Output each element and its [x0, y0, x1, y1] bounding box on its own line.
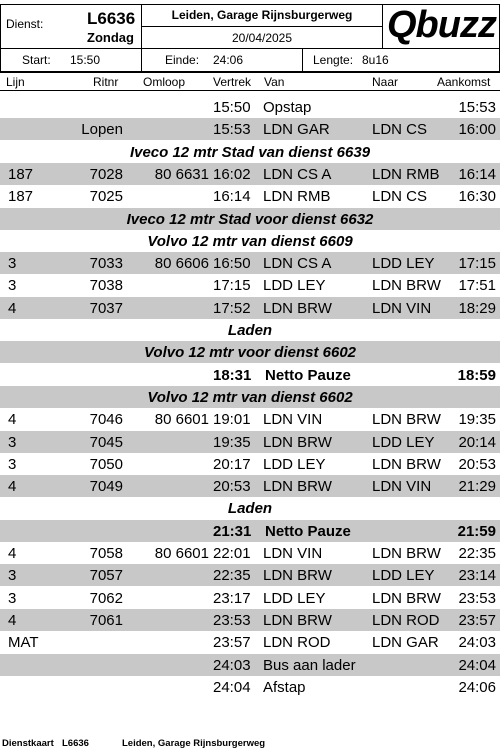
cell-aankomst: 24:03 [458, 634, 496, 652]
cell-aankomst: 19:35 [458, 411, 496, 429]
cell-aankomst: 23:53 [458, 589, 496, 607]
cell-lijn: 187 [8, 188, 34, 206]
cell-vertrek: 19:35 [213, 433, 251, 451]
section-row [0, 497, 500, 519]
column-header-row [0, 72, 500, 91]
table-row [0, 252, 500, 274]
cell-text: Iveco 12 mtr Stad van dienst 6639 [129, 143, 371, 161]
lengte-label: Lengte: [313, 53, 354, 67]
col-van: Van [264, 75, 285, 89]
cell-ritnr: Lopen [81, 121, 123, 139]
cell-van: LDN BRW [263, 433, 332, 451]
dienst-label: Dienst: [6, 17, 44, 31]
col-aankomst: Aankomst [437, 75, 491, 89]
cell-van: LDN ROD [263, 634, 331, 652]
cell-lijn: MAT [8, 634, 39, 652]
table-row [0, 587, 500, 609]
table-row [0, 408, 500, 430]
section-row [0, 141, 500, 163]
einde-value: 24:06 [213, 53, 244, 67]
table-row [0, 654, 500, 676]
cell-aankomst: 15:53 [458, 99, 496, 116]
cell-ritnr: 7057 [89, 567, 123, 585]
col-lijn: Lijn [6, 75, 25, 89]
cell-ritnr: 7028 [89, 165, 123, 183]
cell-lijn: 4 [8, 411, 17, 429]
cell-van: Afstap [263, 678, 306, 696]
footer-location: Leiden, Garage Rijnsburgerweg [122, 738, 266, 749]
cell-ritnr: 7058 [89, 545, 123, 562]
cell-naar: LDD LEY [372, 433, 435, 451]
cell-vertrek: 17:15 [213, 277, 251, 295]
cell-vertrek: 15:50 [213, 99, 251, 116]
table-row [0, 431, 500, 453]
cell-vertrek: 16:50 [213, 255, 251, 273]
cell-vertrek: 18:31 [213, 366, 252, 384]
cell-van: LDN BRW [263, 478, 332, 496]
cell-aankomst: 22:35 [458, 545, 496, 562]
cell-van: LDN GAR [263, 121, 330, 139]
cell-aankomst: 24:04 [458, 656, 496, 674]
cell-ritnr: 7025 [89, 188, 123, 206]
cell-vertrek: 24:03 [213, 656, 251, 674]
cell-text: Volvo 12 mtr voor dienst 6602 [143, 344, 357, 362]
cell-ritnr: 7046 [89, 411, 123, 429]
lengte-value: 8u16 [362, 53, 389, 67]
start-value: 15:50 [70, 53, 101, 67]
cell-aankomst: 20:53 [458, 455, 496, 473]
cell-aankomst: 18:59 [457, 366, 496, 384]
table-row [0, 542, 500, 564]
cell-van: LDD LEY [263, 277, 326, 295]
col-vertrek: Vertrek [213, 75, 252, 89]
section-row [0, 341, 500, 363]
cell-van: LDN CS A [263, 165, 332, 183]
cell-vertrek: 23:53 [213, 611, 251, 629]
cell-naar: LDN BRW [372, 589, 441, 607]
cell-aankomst: 17:15 [458, 255, 496, 273]
cell-ritnr: 7045 [89, 433, 123, 451]
cell-omloop: 80 6606 [154, 255, 209, 273]
cell-van: Netto Pauze [265, 522, 351, 540]
cell-lijn: 3 [8, 277, 17, 295]
cell-naar: LDN BRW [372, 277, 441, 295]
cell-lijn: 4 [8, 545, 17, 562]
cell-text: Laden [227, 500, 273, 518]
cell-aankomst: 17:51 [458, 277, 496, 295]
table-row [0, 631, 500, 653]
cell-text: Volvo 12 mtr van dienst 6602 [147, 388, 353, 406]
cell-aankomst: 16:00 [458, 121, 496, 139]
qbuzz-logo: Qbuzz [387, 4, 496, 46]
cell-van: LDN RMB [263, 188, 331, 206]
cell-aankomst: 24:06 [458, 678, 496, 696]
table-row [0, 609, 500, 631]
cell-vertrek: 23:17 [213, 589, 251, 607]
cell-lijn: 4 [8, 299, 17, 317]
cell-text: Iveco 12 mtr Stad voor dienst 6632 [126, 210, 374, 228]
cell-van: Opstap [263, 99, 312, 116]
cell-vertrek: 22:01 [213, 545, 251, 562]
table-row [0, 96, 500, 118]
cell-ritnr: 7062 [89, 589, 123, 607]
cell-van: LDD LEY [263, 455, 326, 473]
cell-text: Volvo 12 mtr van dienst 6609 [147, 232, 353, 250]
location-label: Leiden, Garage Rijnsburgerweg [171, 8, 353, 22]
cell-van: Bus aan lader [263, 656, 356, 674]
day-label: Zondag [87, 30, 134, 45]
cell-ritnr: 7038 [89, 277, 123, 295]
cell-lijn: 3 [8, 567, 17, 585]
cell-vertrek: 15:53 [213, 121, 251, 139]
cell-aankomst: 16:30 [458, 188, 496, 206]
cell-naar: LDN BRW [372, 411, 441, 429]
cell-vertrek: 20:53 [213, 478, 251, 496]
cell-vertrek: 16:02 [213, 165, 251, 183]
cell-van: LDN BRW [263, 611, 332, 629]
date-label: 20/04/2025 [231, 31, 293, 45]
cell-van: LDN BRW [263, 299, 332, 317]
cell-lijn: 4 [8, 478, 17, 496]
cell-naar: LDD LEY [372, 567, 435, 585]
cell-lijn: 187 [8, 165, 34, 183]
cell-aankomst: 21:59 [457, 522, 496, 540]
table-row [0, 453, 500, 475]
cell-lijn: 3 [8, 455, 17, 473]
table-row [0, 564, 500, 586]
cell-omloop: 80 6601 [154, 411, 209, 429]
start-label: Start: [22, 53, 51, 67]
cell-naar: LDN ROD [372, 611, 440, 629]
cell-aankomst: 23:14 [458, 567, 496, 585]
cell-ritnr: 7049 [89, 478, 123, 496]
cell-vertrek: 24:04 [213, 678, 251, 696]
einde-label: Einde: [165, 53, 200, 67]
cell-ritnr: 7037 [89, 299, 123, 317]
pause-row [0, 520, 500, 542]
cell-vertrek: 20:17 [213, 455, 251, 473]
section-row [0, 230, 500, 252]
col-ritnr: Ritnr [93, 75, 119, 89]
col-omloop: Omloop [143, 75, 186, 89]
cell-aankomst: 21:29 [458, 478, 496, 496]
table-row [0, 118, 500, 140]
cell-omloop: 80 6631 [154, 165, 209, 183]
cell-aankomst: 16:14 [458, 165, 496, 183]
col-naar: Naar [372, 75, 399, 89]
cell-naar: LDN BRW [372, 455, 441, 473]
cell-van: LDN VIN [263, 411, 323, 429]
dienst-number: L6636 [87, 9, 136, 28]
cell-naar: LDN CS [372, 121, 428, 139]
cell-vertrek: 22:35 [213, 567, 251, 585]
cell-ritnr: 7061 [89, 611, 123, 629]
cell-omloop: 80 6601 [154, 545, 209, 562]
cell-text: Laden [227, 322, 273, 339]
cell-naar: LDD LEY [372, 255, 435, 273]
cell-van: LDD LEY [263, 589, 326, 607]
cell-lijn: 3 [8, 433, 17, 451]
cell-aankomst: 23:57 [458, 611, 496, 629]
cell-van: LDN VIN [263, 545, 323, 562]
footer-dienst: L6636 [62, 738, 89, 749]
cell-ritnr: 7033 [89, 255, 123, 273]
section-row [0, 208, 500, 230]
cell-ritnr: 7050 [89, 455, 123, 473]
cell-vertrek: 19:01 [213, 411, 251, 429]
pause-row [0, 364, 500, 386]
cell-van: Netto Pauze [265, 366, 351, 384]
footer-label: Dienstkaart [2, 738, 54, 749]
table-row [0, 297, 500, 319]
section-row [0, 386, 500, 408]
cell-vertrek: 16:14 [213, 188, 251, 206]
table-row [0, 676, 500, 698]
cell-naar: LDN VIN [372, 478, 432, 496]
cell-naar: LDN CS [372, 188, 428, 206]
cell-naar: LDN RMB [372, 165, 440, 183]
cell-van: LDN BRW [263, 567, 332, 585]
cell-aankomst: 18:29 [458, 299, 496, 317]
table-row [0, 475, 500, 497]
cell-van: LDN CS A [263, 255, 332, 273]
cell-lijn: 4 [8, 611, 17, 629]
table-row [0, 274, 500, 296]
cell-naar: LDN GAR [372, 634, 439, 652]
cell-aankomst: 20:14 [458, 433, 496, 451]
cell-lijn: 3 [8, 589, 17, 607]
cell-naar: LDN VIN [372, 299, 432, 317]
section-row [0, 319, 500, 341]
cell-vertrek: 17:52 [213, 299, 251, 317]
cell-naar: LDN BRW [372, 545, 441, 562]
cell-lijn: 3 [8, 255, 17, 273]
cell-vertrek: 23:57 [213, 634, 251, 652]
table-row [0, 163, 500, 185]
cell-vertrek: 21:31 [213, 522, 252, 540]
table-row [0, 185, 500, 207]
